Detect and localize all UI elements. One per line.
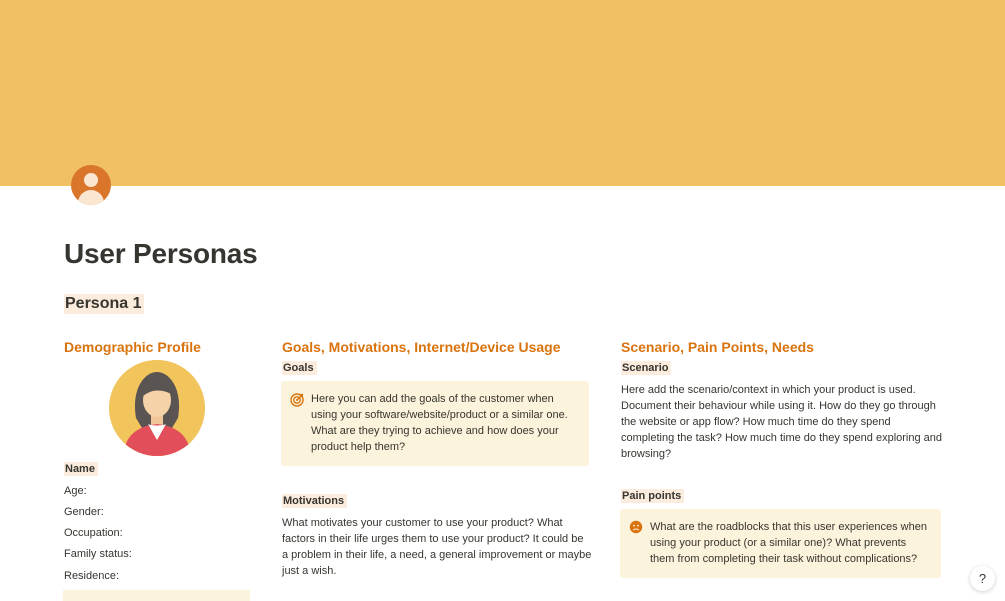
page-title[interactable]: User Personas <box>64 238 258 269</box>
help-button[interactable]: ? <box>970 566 995 591</box>
motivations-text[interactable]: What motivates your customer to use your product? What factors in their life urges them to use your product? It could be a problem in their life, a need, a general improvement or maybe just a wish. <box>282 517 592 577</box>
page-cover[interactable] <box>0 0 1005 186</box>
callout-block[interactable] <box>63 590 250 601</box>
residence-field[interactable]: Residence: <box>64 570 120 582</box>
goals-callout[interactable] <box>281 381 589 466</box>
motivations-label[interactable]: Motivations <box>282 494 347 508</box>
pain-points-label[interactable]: Pain points <box>621 489 684 503</box>
scenario-label[interactable]: Scenario <box>621 361 671 375</box>
occupation-field[interactable]: Occupation: <box>64 527 123 539</box>
name-label[interactable]: Name <box>64 462 98 476</box>
woman-avatar-icon[interactable] <box>109 360 205 456</box>
gender-field[interactable]: Gender: <box>64 506 104 518</box>
user-icon[interactable] <box>71 165 111 205</box>
target-icon <box>290 393 304 407</box>
pain-points-callout-text[interactable]: What are the roadblocks that this user experiences when using your product (or a similar one)? What prevents them from completing their task without complications? <box>650 521 927 565</box>
goals-callout-text[interactable]: Here you can add the goals of the customer when using your software/website/product or a similar one. What are they trying to achieve and how does your product help them? <box>311 393 568 453</box>
goals-label[interactable]: Goals <box>282 361 317 375</box>
frowning-face-icon <box>629 520 643 534</box>
pain-points-callout[interactable] <box>620 509 941 578</box>
persona-heading[interactable]: Persona 1 <box>64 294 144 314</box>
scenario-text[interactable]: Here add the scenario/context in which your product is used. Document their behaviour while using it. How do they go through the website or app flow? How much time do they spend completing the task? How much time do they spend exploring and browsing? <box>621 384 943 460</box>
scenario-column-heading[interactable]: Scenario, Pain Points, Needs <box>621 339 814 355</box>
family-status-field[interactable]: Family status: <box>64 548 132 560</box>
age-field[interactable]: Age: <box>64 485 87 497</box>
goals-column-heading[interactable]: Goals, Motivations, Internet/Device Usage <box>282 339 561 355</box>
demographic-heading[interactable]: Demographic Profile <box>64 339 201 355</box>
